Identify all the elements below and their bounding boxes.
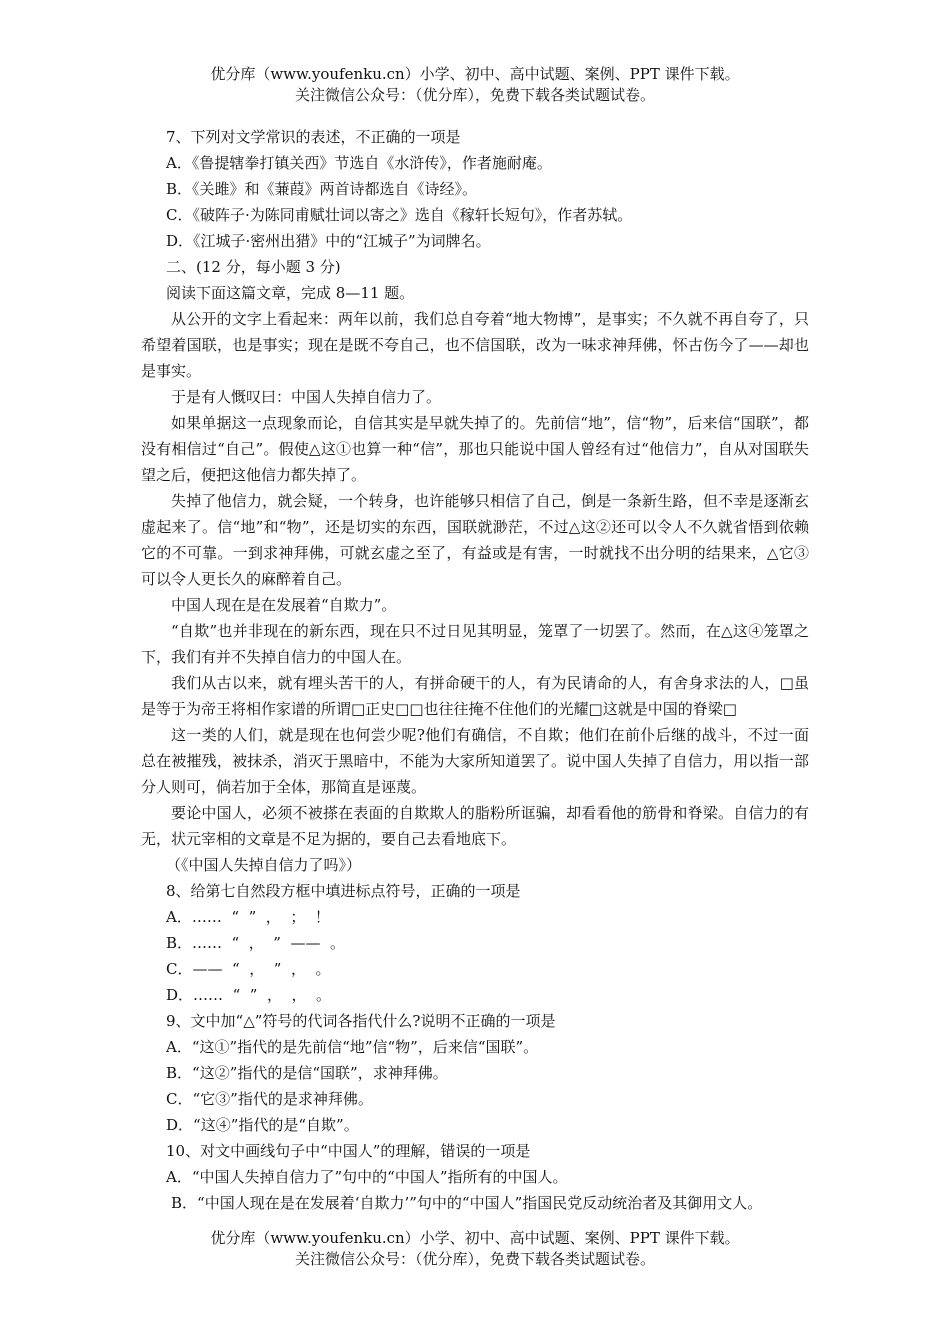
passage-paragraph-2: 于是有人慨叹曰：中国人失掉自信力了。 <box>171 388 442 406</box>
question-10-stem: 10、对文中画线句子中“中国人”的理解，错误的一项是 <box>166 1142 531 1160</box>
question-7-stem: 7、下列对文学常识的表述，不正确的一项是 <box>166 128 461 146</box>
question-7-option-c: C．《破阵子·为陈同甫赋壮词以寄之》选自《稼轩长短句》，作者苏轼。 <box>166 206 633 224</box>
question-10-option-a: A．“中国人失掉自信力了”句中的“中国人”指所有的中国人。 <box>166 1168 568 1186</box>
page-header <box>0 64 950 106</box>
passage-paragraph-8: 这一类的人们，就是现在也何尝少呢?他们有确信，不自欺；他们在前仆后继的战斗，不过一面总在被摧残，被抹杀，消灭于黑暗中，不能为大家所知道罢了。说中国人失掉了自信力，用以指一部分人则可，倘若加于全体，那简直是诬蔑。 <box>141 726 809 796</box>
footer-line-1: 优分库（www.youfenku.cn）小学、初中、高中试题、案例、PPT 课件下载。 <box>210 1229 740 1247</box>
question-9-option-a: A．“这①”指代的是先前信“地”信“物”，后来信“国联”。 <box>166 1038 539 1056</box>
passage-paragraph-4: 失掉了他信力，就会疑，一个转身，也许能够只相信了自己，倒是一条新生路，但不幸是逐渐玄虚起来了。信“地”和“物”，还是切实的东西，国联就渺茫，不过△这②还可以令人不久就省悟到依赖它的不可靠。一到求神拜佛，可就玄虚之至了，有益或是有害，一时就找不出分明的结果来，△它③可以令人更长久的麻醉着自己。 <box>141 492 809 588</box>
header-line-1: 优分库（www.youfenku.cn）小学、初中、高中试题、案例、PPT 课件下载。 <box>210 65 740 83</box>
passage-source: （《中国人失掉自信力了吗》） <box>166 856 362 874</box>
question-8-stem: 8、给第七自然段方框中填进标点符号，正确的一项是 <box>166 882 521 900</box>
passage-paragraph-6: “自欺”也并非现在的新东西，现在只不过日见其明显，笼罩了一切罢了。然而，在△这④笼罩之下，我们有并不失掉自信力的中国人在。 <box>141 622 809 666</box>
section-2-title: 二、(12 分，每小题 3 分) <box>166 258 341 276</box>
page-footer <box>0 1228 950 1270</box>
question-8-option-b: B．…… “ ， ” —— 。 <box>166 934 346 952</box>
question-9-stem: 9、文中加“△”符号的代词各指代什么?说明不正确的一项是 <box>166 1012 556 1030</box>
section-2-instruction: 阅读下面这篇文章，完成 8—11 题。 <box>166 284 415 302</box>
passage-paragraph-9: 要论中国人，必须不被搽在表面的自欺欺人的脂粉所诓骗，却看看他的筋骨和脊梁。自信力的有无，状元宰相的文章是不足为据的，要自己去看地底下。 <box>141 804 809 848</box>
footer-line-2: 关注微信公众号：（优分库），免费下载各类试题试卷。 <box>294 1250 655 1268</box>
question-8-option-a: A．…… “ ” ， ； ！ <box>166 908 330 926</box>
question-9-option-c: C．“它③”指代的是求神拜佛。 <box>166 1090 373 1108</box>
question-8-option-d: D．…… “ ” ， ， 。 <box>166 986 332 1004</box>
question-7-option-a: A．《鲁提辖拳打镇关西》节选自《水浒传》，作者施耐庵。 <box>166 154 552 172</box>
question-10-option-b: B．“中国人现在是在发展着‘自欺力’”句中的“中国人”指国民党反动统治者及其御用文人。 <box>171 1194 763 1212</box>
passage-paragraph-7: 我们从古以来，就有埋头苦干的人，有拼命硬干的人，有为民请命的人，有舍身求法的人，□虽是等于为帝王将相作家谱的所谓□正史□□也往往掩不住他们的光耀□这就是中国的脊梁□ <box>141 674 809 718</box>
question-7-option-b: B．《关雎》和《蒹葭》两首诗都选自《诗经》。 <box>166 180 478 198</box>
header-line-2: 关注微信公众号：（优分库），免费下载各类试题试卷。 <box>294 86 655 104</box>
passage-paragraph-5: 中国人现在是在发展着“自欺力”。 <box>171 596 397 614</box>
question-7-option-d: D．《江城子·密州出猎》中的“江城子”为词牌名。 <box>166 232 491 250</box>
document-body <box>141 124 809 1216</box>
question-8-option-c: C．—— “ ， ” ， 。 <box>166 960 331 978</box>
passage-paragraph-3: 如果单据这一点现象而论，自信其实是早就失掉了的。先前信“地”，信“物”，后来信“国联”，都没有相信过“自己”。假使△这①也算一种“信”，那也只能说中国人曾经有过“他信力”，自从对国联失望之后，便把这他信力都失掉了。 <box>141 414 809 484</box>
question-9-option-d: D．“这④”指代的是“自欺”。 <box>166 1116 359 1134</box>
passage-paragraph-1: 从公开的文字上看起来：两年以前，我们总自夸着“地大物博”，是事实；不久就不再自夸了，只希望着国联，也是事实；现在是既不夸自己，也不信国联，改为一味求神拜佛，怀古伤今了——却也是事实。 <box>141 310 809 380</box>
question-9-option-b: B．“这②”指代的是信“国联”，求神拜佛。 <box>166 1064 448 1082</box>
